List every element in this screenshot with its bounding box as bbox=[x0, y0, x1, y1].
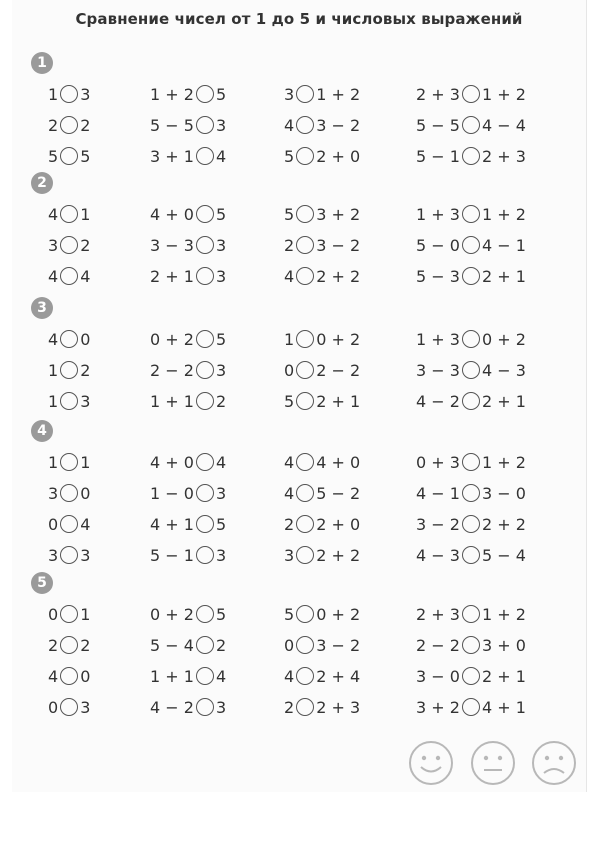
comparison-item bbox=[416, 600, 526, 628]
section-number-badge: 1 bbox=[31, 52, 53, 74]
comparison-item bbox=[416, 541, 526, 569]
comparison-item bbox=[150, 262, 226, 290]
comparison-circle[interactable] bbox=[196, 116, 214, 134]
right-expression: 2 + 1 bbox=[481, 266, 526, 286]
comparison-circle[interactable] bbox=[462, 116, 480, 134]
comparison-item bbox=[416, 325, 526, 353]
comparison-item bbox=[284, 200, 360, 228]
comparison-circle[interactable] bbox=[196, 361, 214, 379]
left-expression: 4 bbox=[48, 329, 59, 349]
right-expression: 3 bbox=[80, 697, 91, 717]
right-expression: 0 + 2 bbox=[316, 329, 361, 349]
left-expression: 1 bbox=[48, 360, 59, 380]
comparison-item bbox=[48, 510, 90, 538]
right-expression: 0 bbox=[80, 483, 91, 503]
comparison-item bbox=[150, 325, 226, 353]
right-expression: 5 bbox=[215, 604, 227, 624]
comparison-item bbox=[150, 448, 226, 476]
comparison-item bbox=[48, 80, 90, 108]
left-expression: 1 + 3 bbox=[416, 204, 460, 224]
comparison-item bbox=[150, 541, 226, 569]
comparison-circle[interactable] bbox=[296, 392, 314, 410]
comparison-circle[interactable] bbox=[296, 205, 314, 223]
left-expression: 0 + 3 bbox=[416, 452, 460, 472]
right-expression: 3 bbox=[215, 545, 227, 565]
left-expression: 3 bbox=[284, 84, 295, 104]
exercise-row bbox=[12, 479, 586, 507]
left-expression: 0 bbox=[48, 697, 59, 717]
comparison-item bbox=[48, 356, 90, 384]
right-expression: 5 − 4 bbox=[481, 545, 526, 565]
comparison-item bbox=[150, 693, 226, 721]
left-expression: 2 bbox=[284, 235, 295, 255]
comparison-item bbox=[416, 387, 526, 415]
comparison-item bbox=[284, 510, 360, 538]
comparison-item bbox=[48, 631, 90, 659]
left-expression: 0 bbox=[284, 635, 295, 655]
comparison-circle[interactable] bbox=[462, 267, 480, 285]
comparison-item bbox=[416, 356, 526, 384]
sad-face-icon[interactable] bbox=[531, 740, 577, 786]
exercise-row bbox=[12, 510, 586, 538]
right-expression: 4 bbox=[215, 666, 227, 686]
right-expression: 1 bbox=[80, 204, 91, 224]
left-expression: 4 bbox=[284, 266, 295, 286]
comparison-circle[interactable] bbox=[60, 85, 78, 103]
left-expression: 1 bbox=[48, 391, 59, 411]
right-expression: 0 + 2 bbox=[481, 329, 526, 349]
right-expression: 2 + 2 bbox=[316, 545, 361, 565]
right-expression: 2 bbox=[215, 391, 227, 411]
right-expression: 4 − 1 bbox=[481, 235, 526, 255]
right-expression: 2 + 4 bbox=[316, 666, 361, 686]
comparison-circle[interactable] bbox=[462, 453, 480, 471]
exercise-row bbox=[12, 231, 586, 259]
right-expression: 5 bbox=[80, 146, 91, 166]
comparison-item bbox=[48, 541, 90, 569]
left-expression: 4 − 3 bbox=[416, 545, 460, 565]
right-expression: 3 − 0 bbox=[481, 483, 526, 503]
comparison-item bbox=[284, 600, 360, 628]
right-expression: 2 + 1 bbox=[316, 391, 361, 411]
right-expression: 3 + 0 bbox=[481, 635, 526, 655]
comparison-circle[interactable] bbox=[296, 484, 314, 502]
comparison-circle[interactable] bbox=[60, 546, 78, 564]
section-number-badge: 5 bbox=[31, 572, 53, 594]
left-expression: 4 − 2 bbox=[150, 697, 194, 717]
left-expression: 1 bbox=[48, 84, 59, 104]
exercise-row bbox=[12, 325, 586, 353]
comparison-item bbox=[284, 111, 360, 139]
comparison-circle[interactable] bbox=[296, 515, 314, 533]
left-expression: 2 + 3 bbox=[416, 84, 460, 104]
left-expression: 2 + 3 bbox=[416, 604, 460, 624]
comparison-circle[interactable] bbox=[196, 667, 214, 685]
comparison-item bbox=[284, 142, 360, 170]
right-expression: 5 bbox=[215, 204, 227, 224]
left-expression: 4 bbox=[284, 115, 295, 135]
comparison-circle[interactable] bbox=[60, 267, 78, 285]
comparison-item bbox=[48, 662, 90, 690]
left-expression: 4 bbox=[284, 452, 295, 472]
comparison-item bbox=[416, 200, 526, 228]
right-expression: 2 bbox=[80, 635, 91, 655]
comparison-circle[interactable] bbox=[462, 605, 480, 623]
comparison-circle[interactable] bbox=[462, 205, 480, 223]
left-expression: 1 − 0 bbox=[150, 483, 194, 503]
comparison-item bbox=[150, 631, 226, 659]
left-expression: 4 + 0 bbox=[150, 452, 194, 472]
comparison-item bbox=[150, 80, 226, 108]
comparison-item bbox=[150, 111, 226, 139]
left-expression: 1 + 1 bbox=[150, 391, 194, 411]
comparison-item bbox=[150, 231, 226, 259]
happy-face-icon[interactable] bbox=[408, 740, 454, 786]
right-expression: 4 − 3 bbox=[481, 360, 526, 380]
right-expression: 0 bbox=[80, 329, 91, 349]
right-expression: 4 bbox=[215, 146, 227, 166]
comparison-item bbox=[284, 631, 360, 659]
left-expression: 0 + 2 bbox=[150, 329, 194, 349]
comparison-item bbox=[416, 80, 526, 108]
left-expression: 4 + 0 bbox=[150, 204, 194, 224]
left-expression: 2 bbox=[48, 115, 59, 135]
left-expression: 3 bbox=[284, 545, 295, 565]
right-expression: 2 − 2 bbox=[316, 360, 361, 380]
right-expression: 3 − 2 bbox=[316, 235, 361, 255]
right-expression: 3 bbox=[215, 235, 227, 255]
comparison-item bbox=[416, 111, 526, 139]
comparison-item bbox=[150, 479, 226, 507]
left-expression: 1 + 3 bbox=[416, 329, 460, 349]
right-expression: 1 + 2 bbox=[316, 84, 361, 104]
comparison-item bbox=[416, 448, 526, 476]
comparison-circle[interactable] bbox=[296, 147, 314, 165]
comparison-circle[interactable] bbox=[196, 267, 214, 285]
left-expression: 5 − 4 bbox=[150, 635, 194, 655]
left-expression: 3 bbox=[48, 235, 59, 255]
comparison-circle[interactable] bbox=[196, 698, 214, 716]
exercise-row bbox=[12, 200, 586, 228]
comparison-circle[interactable] bbox=[296, 330, 314, 348]
comparison-circle[interactable] bbox=[60, 330, 78, 348]
left-expression: 1 + 1 bbox=[150, 666, 194, 686]
left-expression: 5 bbox=[284, 146, 295, 166]
right-expression: 2 + 1 bbox=[481, 391, 526, 411]
comparison-item bbox=[150, 510, 226, 538]
right-expression: 4 bbox=[80, 514, 91, 534]
right-expression: 2 bbox=[80, 115, 91, 135]
comparison-item bbox=[416, 479, 526, 507]
comparison-circle[interactable] bbox=[296, 453, 314, 471]
comparison-item bbox=[284, 479, 360, 507]
comparison-item bbox=[416, 510, 526, 538]
comparison-circle[interactable] bbox=[462, 515, 480, 533]
comparison-circle[interactable] bbox=[462, 330, 480, 348]
comparison-circle[interactable] bbox=[462, 392, 480, 410]
right-expression: 4 + 1 bbox=[481, 697, 526, 717]
comparison-circle[interactable] bbox=[462, 636, 480, 654]
right-expression: 2 bbox=[80, 360, 91, 380]
right-expression: 4 − 4 bbox=[481, 115, 526, 135]
comparison-circle[interactable] bbox=[60, 667, 78, 685]
comparison-circle[interactable] bbox=[60, 515, 78, 533]
left-expression: 4 − 1 bbox=[416, 483, 460, 503]
left-expression: 0 bbox=[48, 514, 59, 534]
right-expression: 5 − 2 bbox=[316, 483, 361, 503]
comparison-circle[interactable] bbox=[60, 205, 78, 223]
right-expression: 1 + 2 bbox=[481, 84, 526, 104]
right-expression: 2 + 0 bbox=[316, 146, 361, 166]
exercise-row bbox=[12, 693, 586, 721]
right-expression: 2 + 3 bbox=[481, 146, 526, 166]
comparison-circle[interactable] bbox=[462, 85, 480, 103]
comparison-item bbox=[150, 387, 226, 415]
comparison-circle[interactable] bbox=[196, 147, 214, 165]
left-expression: 5 − 0 bbox=[416, 235, 460, 255]
comparison-circle[interactable] bbox=[196, 85, 214, 103]
left-expression: 2 bbox=[284, 514, 295, 534]
left-expression: 3 − 3 bbox=[150, 235, 194, 255]
left-expression: 3 bbox=[48, 545, 59, 565]
exercise-row bbox=[12, 631, 586, 659]
comparison-circle[interactable] bbox=[196, 392, 214, 410]
comparison-circle[interactable] bbox=[196, 453, 214, 471]
comparison-item bbox=[48, 448, 90, 476]
right-expression: 2 + 2 bbox=[481, 514, 526, 534]
comparison-circle[interactable] bbox=[60, 453, 78, 471]
left-expression: 0 bbox=[284, 360, 295, 380]
exercise-row bbox=[12, 387, 586, 415]
left-expression: 3 − 0 bbox=[416, 666, 460, 686]
left-expression: 4 bbox=[48, 666, 59, 686]
exercise-row bbox=[12, 80, 586, 108]
comparison-item bbox=[48, 200, 90, 228]
comparison-item bbox=[416, 231, 526, 259]
comparison-circle[interactable] bbox=[60, 147, 78, 165]
left-expression: 4 bbox=[284, 483, 295, 503]
comparison-circle[interactable] bbox=[60, 116, 78, 134]
left-expression: 4 − 2 bbox=[416, 391, 460, 411]
comparison-item bbox=[48, 142, 90, 170]
comparison-item bbox=[416, 631, 526, 659]
comparison-circle[interactable] bbox=[462, 667, 480, 685]
comparison-circle[interactable] bbox=[60, 361, 78, 379]
left-expression: 3 + 1 bbox=[150, 146, 194, 166]
comparison-circle[interactable] bbox=[196, 484, 214, 502]
comparison-circle[interactable] bbox=[196, 330, 214, 348]
comparison-item bbox=[416, 662, 526, 690]
comparison-item bbox=[150, 356, 226, 384]
section-number-badge: 3 bbox=[31, 297, 53, 319]
comparison-circle[interactable] bbox=[462, 361, 480, 379]
comparison-circle[interactable] bbox=[296, 85, 314, 103]
left-expression: 5 − 5 bbox=[416, 115, 460, 135]
right-expression: 1 bbox=[80, 604, 91, 624]
right-expression: 2 + 1 bbox=[481, 666, 526, 686]
right-expression: 5 bbox=[215, 514, 227, 534]
left-expression: 4 bbox=[48, 204, 59, 224]
comparison-circle[interactable] bbox=[296, 667, 314, 685]
comparison-item bbox=[48, 693, 90, 721]
left-expression: 2 + 1 bbox=[150, 266, 194, 286]
comparison-item bbox=[48, 479, 90, 507]
exercise-row bbox=[12, 111, 586, 139]
comparison-circle[interactable] bbox=[296, 361, 314, 379]
left-expression: 4 bbox=[284, 666, 295, 686]
left-expression: 5 − 3 bbox=[416, 266, 460, 286]
right-expression: 4 bbox=[80, 266, 91, 286]
comparison-item bbox=[284, 231, 360, 259]
exercise-row bbox=[12, 356, 586, 384]
right-expression: 0 bbox=[80, 666, 91, 686]
right-expression: 3 bbox=[215, 360, 227, 380]
comparison-circle[interactable] bbox=[60, 392, 78, 410]
right-expression: 3 bbox=[80, 545, 91, 565]
comparison-circle[interactable] bbox=[462, 546, 480, 564]
comparison-circle[interactable] bbox=[196, 236, 214, 254]
comparison-item bbox=[416, 262, 526, 290]
right-expression: 3 − 2 bbox=[316, 115, 361, 135]
comparison-item bbox=[284, 693, 360, 721]
comparison-circle[interactable] bbox=[60, 636, 78, 654]
right-expression: 1 + 2 bbox=[481, 204, 526, 224]
comparison-circle[interactable] bbox=[196, 605, 214, 623]
comparison-circle[interactable] bbox=[60, 698, 78, 716]
comparison-item bbox=[150, 600, 226, 628]
left-expression: 5 bbox=[284, 391, 295, 411]
right-expression: 2 bbox=[215, 635, 227, 655]
comparison-circle[interactable] bbox=[196, 636, 214, 654]
left-expression: 1 bbox=[284, 329, 295, 349]
comparison-item bbox=[416, 142, 526, 170]
comparison-item bbox=[48, 387, 90, 415]
left-expression: 1 bbox=[48, 452, 59, 472]
right-expression: 3 bbox=[215, 483, 227, 503]
comparison-item bbox=[416, 693, 526, 721]
left-expression: 3 bbox=[48, 483, 59, 503]
exercise-row bbox=[12, 262, 586, 290]
right-expression: 1 + 2 bbox=[481, 604, 526, 624]
right-expression: 2 + 2 bbox=[316, 266, 361, 286]
exercise-row bbox=[12, 600, 586, 628]
right-expression: 2 + 3 bbox=[316, 697, 361, 717]
comparison-circle[interactable] bbox=[60, 484, 78, 502]
right-expression: 5 bbox=[215, 84, 227, 104]
right-expression: 3 bbox=[215, 697, 227, 717]
right-expression: 1 + 2 bbox=[481, 452, 526, 472]
comparison-item bbox=[48, 231, 90, 259]
comparison-item bbox=[48, 600, 90, 628]
left-expression: 2 bbox=[48, 635, 59, 655]
right-expression: 3 bbox=[215, 115, 227, 135]
comparison-circle[interactable] bbox=[296, 267, 314, 285]
left-expression: 3 − 3 bbox=[416, 360, 460, 380]
comparison-item bbox=[284, 387, 360, 415]
comparison-item bbox=[284, 662, 360, 690]
left-expression: 2 − 2 bbox=[416, 635, 460, 655]
right-expression: 3 bbox=[215, 266, 227, 286]
comparison-circle[interactable] bbox=[462, 698, 480, 716]
left-expression: 1 + 2 bbox=[150, 84, 194, 104]
comparison-circle[interactable] bbox=[60, 236, 78, 254]
left-expression: 5 − 5 bbox=[150, 115, 194, 135]
comparison-item bbox=[150, 142, 226, 170]
comparison-circle[interactable] bbox=[462, 236, 480, 254]
page-title: Сравнение чисел от 1 до 5 и числовых выражений bbox=[75, 10, 523, 28]
comparison-circle[interactable] bbox=[296, 116, 314, 134]
comparison-circle[interactable] bbox=[296, 636, 314, 654]
left-expression: 0 + 2 bbox=[150, 604, 194, 624]
exercise-row bbox=[12, 541, 586, 569]
right-expression: 4 + 0 bbox=[316, 452, 361, 472]
left-expression: 2 − 2 bbox=[150, 360, 194, 380]
right-expression: 3 + 2 bbox=[316, 204, 361, 224]
left-expression: 4 + 1 bbox=[150, 514, 194, 534]
left-expression: 5 − 1 bbox=[150, 545, 194, 565]
comparison-item bbox=[48, 262, 90, 290]
comparison-circle[interactable] bbox=[296, 605, 314, 623]
comparison-circle[interactable] bbox=[296, 698, 314, 716]
comparison-circle[interactable] bbox=[60, 605, 78, 623]
left-expression: 2 bbox=[284, 697, 295, 717]
section-number-badge: 2 bbox=[31, 172, 53, 194]
left-expression: 5 bbox=[284, 204, 295, 224]
comparison-item bbox=[48, 325, 90, 353]
right-expression: 3 bbox=[80, 84, 91, 104]
right-expression: 3 − 2 bbox=[316, 635, 361, 655]
comparison-circle[interactable] bbox=[196, 205, 214, 223]
exercise-row bbox=[12, 142, 586, 170]
comparison-item bbox=[284, 80, 360, 108]
right-expression: 3 bbox=[80, 391, 91, 411]
neutral-face-icon[interactable] bbox=[470, 740, 516, 786]
right-expression: 5 bbox=[215, 329, 227, 349]
left-expression: 5 bbox=[48, 146, 59, 166]
left-expression: 5 bbox=[284, 604, 295, 624]
right-expression: 0 + 2 bbox=[316, 604, 361, 624]
left-expression: 0 bbox=[48, 604, 59, 624]
comparison-item bbox=[48, 111, 90, 139]
comparison-item bbox=[150, 200, 226, 228]
comparison-circle[interactable] bbox=[462, 147, 480, 165]
exercise-row bbox=[12, 662, 586, 690]
right-expression: 2 bbox=[80, 235, 91, 255]
right-expression: 1 bbox=[80, 452, 91, 472]
exercise-row bbox=[12, 448, 586, 476]
left-expression: 3 − 2 bbox=[416, 514, 460, 534]
comparison-circle[interactable] bbox=[196, 515, 214, 533]
comparison-circle[interactable] bbox=[296, 236, 314, 254]
left-expression: 5 − 1 bbox=[416, 146, 460, 166]
right-expression: 4 bbox=[215, 452, 227, 472]
left-expression: 4 bbox=[48, 266, 59, 286]
comparison-circle[interactable] bbox=[462, 484, 480, 502]
comparison-circle[interactable] bbox=[196, 546, 214, 564]
right-expression: 2 + 0 bbox=[316, 514, 361, 534]
comparison-item bbox=[284, 541, 360, 569]
section-number-badge: 4 bbox=[31, 420, 53, 442]
comparison-item bbox=[284, 356, 360, 384]
comparison-item bbox=[150, 662, 226, 690]
comparison-item bbox=[284, 325, 360, 353]
comparison-item bbox=[284, 448, 360, 476]
left-expression: 3 + 2 bbox=[416, 697, 460, 717]
worksheet-page bbox=[12, 0, 587, 792]
comparison-circle[interactable] bbox=[296, 546, 314, 564]
comparison-item bbox=[284, 262, 360, 290]
